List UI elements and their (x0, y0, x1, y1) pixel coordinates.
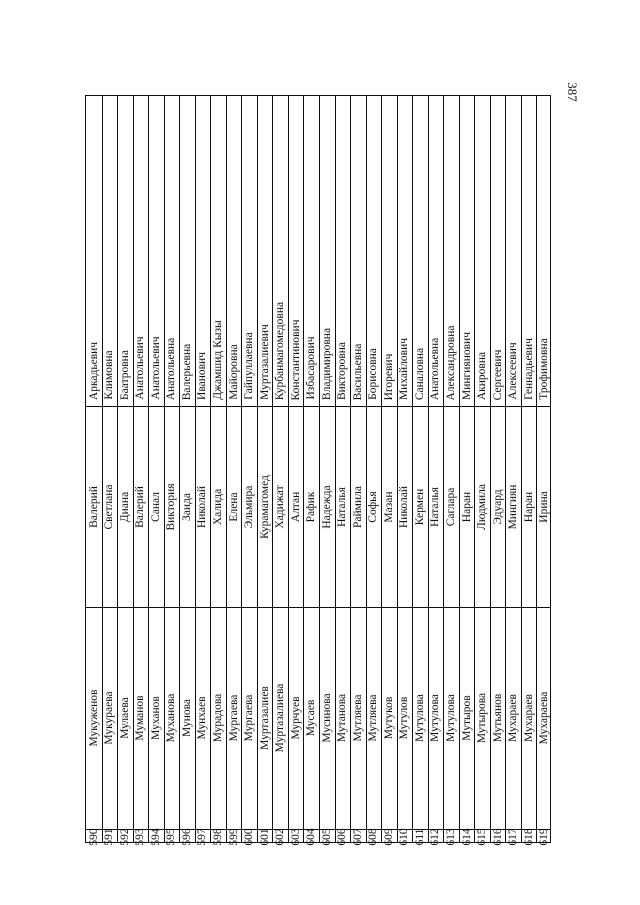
table-cell-surname (179, 607, 195, 829)
cell-text: Мутляева (367, 694, 380, 742)
table-cell-num (412, 829, 428, 844)
table-cell-num (474, 829, 490, 844)
cell-text: Мутанова (336, 693, 349, 743)
table-cell-surname (505, 607, 521, 829)
table-cell-num (397, 829, 413, 844)
cell-text: Елена (227, 491, 240, 522)
cell-text: 599 (227, 827, 240, 846)
cell-text: Мунхаев (196, 696, 209, 740)
table-cell-surname (303, 607, 319, 829)
cell-text: 612 (429, 827, 442, 846)
table-cell-surname (117, 607, 133, 829)
cell-text: Наран (522, 491, 535, 522)
table-cell-name (179, 406, 195, 607)
table-cell-name (164, 406, 180, 607)
cell-text: Мутуков (382, 696, 395, 740)
table-cell-name (195, 406, 211, 607)
table-cell-surname (366, 607, 382, 829)
table-cell-patronymic (459, 96, 475, 406)
table-cell-num (366, 829, 382, 844)
cell-text: Александровна (445, 325, 458, 400)
cell-text: Мургаева (243, 694, 256, 742)
cell-text: Мулаева (118, 697, 131, 739)
table-cell-surname (381, 607, 397, 829)
cell-text: Владимировна (320, 327, 333, 400)
cell-text: Валерьевна (180, 343, 193, 400)
table-cell-num (350, 829, 366, 844)
table-cell-surname (164, 607, 180, 829)
cell-text: 614 (460, 827, 473, 846)
cell-text: Рафик (305, 491, 318, 522)
cell-text: Валерий (134, 485, 147, 528)
cell-text: 618 (522, 827, 535, 846)
cell-text: Диана (118, 491, 131, 522)
table-cell-name (257, 406, 273, 607)
table-cell-surname (412, 607, 428, 829)
table-cell-name (443, 406, 459, 607)
cell-text: Сергеевич (491, 349, 504, 400)
table-cell-patronymic (381, 96, 397, 406)
cell-text: Анатольевна (165, 337, 178, 400)
table-cell-num (164, 829, 180, 844)
table-cell-patronymic (428, 96, 444, 406)
cell-text: Эдуард (491, 488, 504, 525)
cell-text: 604 (305, 827, 318, 846)
table-cell-patronymic (505, 96, 521, 406)
cell-text: Саналовна (413, 347, 426, 400)
cell-text: 601 (258, 827, 271, 846)
cell-text: Заида (180, 492, 193, 521)
table-cell-name (117, 406, 133, 607)
table-cell-name (459, 406, 475, 607)
table-cell-num (86, 829, 102, 844)
table-cell-surname (195, 607, 211, 829)
cell-text: 592 (118, 827, 131, 846)
table-cell-patronymic (536, 96, 552, 406)
table-cell-num (505, 829, 521, 844)
table-cell-num (288, 829, 304, 844)
table-cell-patronymic (521, 96, 537, 406)
cell-text: 591 (103, 827, 116, 846)
table-cell-surname (241, 607, 257, 829)
table-cell-patronymic (210, 96, 226, 406)
cell-text: Мусинова (320, 693, 333, 743)
table-cell-patronymic (86, 96, 102, 406)
table-cell-num (381, 829, 397, 844)
cell-text: Ирина (538, 490, 551, 523)
table-cell-name (335, 406, 351, 607)
cell-text: 607 (351, 827, 364, 846)
cell-text: Викторовна (336, 341, 349, 400)
cell-text: Мингиянович (460, 332, 473, 400)
cell-text: Константинович (289, 319, 302, 400)
table-cell-num (319, 829, 335, 844)
cell-text: Мухараев (522, 694, 535, 742)
table-cell-patronymic (474, 96, 490, 406)
table-cell-name (428, 406, 444, 607)
table-cell-surname (133, 607, 149, 829)
table-cell-surname (102, 607, 118, 829)
table-cell-name (133, 406, 149, 607)
table-cell-patronymic (303, 96, 319, 406)
cell-text: Мутулова (413, 694, 426, 742)
table-cell-name (350, 406, 366, 607)
table-cell-patronymic (412, 96, 428, 406)
cell-text: Анатольевна (429, 337, 442, 400)
cell-text: Алтан (289, 491, 302, 522)
cell-text: Михайлович (398, 337, 411, 400)
table-cell-patronymic (490, 96, 506, 406)
cell-text: Анатольевич (134, 336, 147, 400)
table-cell-name (397, 406, 413, 607)
cell-text: Мутулов (398, 696, 411, 740)
table-cell-name (319, 406, 335, 607)
table-cell-patronymic (397, 96, 413, 406)
cell-text: 595 (165, 827, 178, 846)
cell-text: Курамагомед (258, 474, 271, 539)
cell-text: Мухараев (507, 694, 520, 742)
cell-text: Аркадьевич (87, 341, 100, 400)
table-cell-name (490, 406, 506, 607)
table-cell-num (195, 829, 211, 844)
table-cell-surname (288, 607, 304, 829)
table-cell-name (148, 406, 164, 607)
table-cell-patronymic (272, 96, 288, 406)
table-cell-name (86, 406, 102, 607)
table-cell-surname (397, 607, 413, 829)
cell-text: Курбанмагомедовна (274, 301, 287, 400)
table-cell-surname (350, 607, 366, 829)
cell-text: Избасарович (305, 336, 318, 400)
cell-text: Акировна (476, 351, 489, 400)
cell-text: Мутулова (445, 694, 458, 742)
table-cell-num (102, 829, 118, 844)
table-cell-num (536, 829, 552, 844)
cell-text: Иванович (196, 352, 209, 400)
page-number-text: 387 (564, 82, 580, 102)
cell-text: 615 (476, 827, 489, 846)
table-cell-patronymic (288, 96, 304, 406)
names-table (85, 95, 551, 846)
cell-text: 600 (243, 827, 256, 846)
cell-text: Игоревич (382, 353, 395, 400)
cell-text: Муханов (149, 696, 162, 740)
cell-text: Климовна (103, 350, 116, 400)
table-cell-surname (521, 607, 537, 829)
table-cell-num (226, 829, 242, 844)
table-cell-num (179, 829, 195, 844)
cell-text: Саглара (445, 487, 458, 526)
table-cell-patronymic (319, 96, 335, 406)
table-cell-name (505, 406, 521, 607)
table-cell-name (102, 406, 118, 607)
cell-text: Надежда (320, 484, 333, 529)
cell-text: Эльмира (243, 485, 256, 528)
table-cell-num (428, 829, 444, 844)
cell-text: 596 (180, 827, 193, 846)
cell-text: 594 (149, 827, 162, 846)
table-cell-patronymic (257, 96, 273, 406)
table-cell-patronymic (179, 96, 195, 406)
cell-text: Мурадова (212, 693, 225, 743)
cell-text: Муртазалиев (258, 686, 271, 750)
cell-text: Мутыров (460, 695, 473, 741)
table-cell-surname (490, 607, 506, 829)
cell-text: 616 (491, 827, 504, 846)
cell-text: Наталья (429, 486, 442, 527)
cell-text: Майоровна (227, 344, 240, 400)
table-cell-num (117, 829, 133, 844)
table-cell-num (148, 829, 164, 844)
cell-text: Анатольевич (149, 336, 162, 400)
cell-text: Мусаев (305, 699, 318, 737)
table-cell-surname (210, 607, 226, 829)
cell-text: 609 (382, 827, 395, 846)
table-cell-num (133, 829, 149, 844)
cell-text: Мухараева (538, 691, 551, 745)
table-cell-name (536, 406, 552, 607)
table-cell-patronymic (148, 96, 164, 406)
table-cell-name (521, 406, 537, 607)
cell-text: Мурчуев (289, 696, 302, 740)
cell-text: 602 (274, 827, 287, 846)
cell-text: 590 (87, 827, 100, 846)
cell-text: Мургаева (227, 694, 240, 742)
table-cell-num (335, 829, 351, 844)
table-cell-num (459, 829, 475, 844)
page-number (564, 72, 592, 112)
cell-text: Людмила (476, 483, 489, 530)
cell-text: 608 (367, 827, 380, 846)
table-cell-num (257, 829, 273, 844)
table-cell-patronymic (164, 96, 180, 406)
table-cell-surname (428, 607, 444, 829)
cell-text: Софья (367, 490, 380, 523)
table-cell-surname (148, 607, 164, 829)
table-cell-surname (226, 607, 242, 829)
table-cell-surname (536, 607, 552, 829)
table-cell-patronymic (350, 96, 366, 406)
cell-text: Васильевна (351, 343, 364, 400)
table-cell-patronymic (117, 96, 133, 406)
cell-text: Мутырова (476, 692, 489, 744)
table-cell-name (241, 406, 257, 607)
cell-text: Муртазалиева (274, 683, 287, 753)
cell-text: Муханова (165, 693, 178, 743)
cell-text: 598 (212, 827, 225, 846)
cell-text: Санал (149, 491, 162, 522)
cell-text: Мукуженов (87, 689, 100, 747)
table-cell-surname (319, 607, 335, 829)
cell-text: Мутьянов (491, 693, 504, 743)
table-cell-surname (272, 607, 288, 829)
table-cell-name (226, 406, 242, 607)
table-cell-patronymic (102, 96, 118, 406)
cell-text: Трофимовна (538, 338, 551, 400)
cell-text: Валерий (87, 485, 100, 528)
cell-text: 597 (196, 827, 209, 846)
cell-text: Мингиян (507, 484, 520, 529)
cell-text: 606 (336, 827, 349, 846)
cell-text: 605 (320, 827, 333, 846)
table-cell-patronymic (133, 96, 149, 406)
cell-text: 610 (398, 827, 411, 846)
cell-text: Муманов (134, 695, 147, 741)
table-cell-patronymic (241, 96, 257, 406)
table-cell-name (288, 406, 304, 607)
table-cell-patronymic (366, 96, 382, 406)
cell-text: 617 (507, 827, 520, 846)
table-cell-name (272, 406, 288, 607)
cell-text: Геннадьевич (522, 338, 535, 400)
cell-text: Николай (398, 485, 411, 528)
table-cell-surname (335, 607, 351, 829)
table-cell-num (210, 829, 226, 844)
cell-text: Халида (212, 488, 225, 525)
cell-text: 603 (289, 827, 302, 846)
cell-text: Гайпуллаевна (243, 332, 256, 400)
cell-text: Алексеевич (507, 342, 520, 400)
cell-text: 619 (538, 827, 551, 846)
cell-text: Николай (196, 485, 209, 528)
table-cell-surname (474, 607, 490, 829)
table-cell-patronymic (335, 96, 351, 406)
cell-text: Муртазалиевич (258, 324, 271, 400)
table-cell-num (521, 829, 537, 844)
table-cell-patronymic (226, 96, 242, 406)
cell-text: Наталья (336, 486, 349, 527)
table-cell-name (381, 406, 397, 607)
table-cell-patronymic (443, 96, 459, 406)
table-cell-name (303, 406, 319, 607)
table-cell-surname (257, 607, 273, 829)
cell-text: Мутляева (351, 694, 364, 742)
table-cell-num (303, 829, 319, 844)
table-cell-surname (443, 607, 459, 829)
table-cell-num (490, 829, 506, 844)
cell-text: Баатровна (118, 350, 131, 400)
table-cell-name (210, 406, 226, 607)
cell-text: Наран (460, 491, 473, 522)
cell-text: Раймила (351, 485, 364, 528)
cell-text: Джамшид Кызы (212, 320, 225, 400)
table-cell-surname (459, 607, 475, 829)
table-cell-surname (86, 607, 102, 829)
table-cell-name (366, 406, 382, 607)
table-cell-num (443, 829, 459, 844)
cell-text: Виктория (165, 482, 178, 531)
table-cell-name (474, 406, 490, 607)
table-cell-name (412, 406, 428, 607)
table-cell-num (272, 829, 288, 844)
cell-text: Борисовна (367, 348, 380, 400)
cell-text: Хадижат (274, 484, 287, 529)
cell-text: Мазан (382, 490, 395, 523)
cell-text: 611 (413, 828, 426, 845)
cell-text: 613 (445, 827, 458, 846)
cell-text: Мутулова (429, 694, 442, 742)
table-cell-num (241, 829, 257, 844)
cell-text: Светлана (103, 484, 116, 529)
cell-text: Мунова (180, 699, 193, 737)
cell-text: Мукураева (103, 691, 116, 745)
cell-text: 593 (134, 827, 147, 846)
table-cell-patronymic (195, 96, 211, 406)
cell-text: Кермен (413, 488, 426, 525)
